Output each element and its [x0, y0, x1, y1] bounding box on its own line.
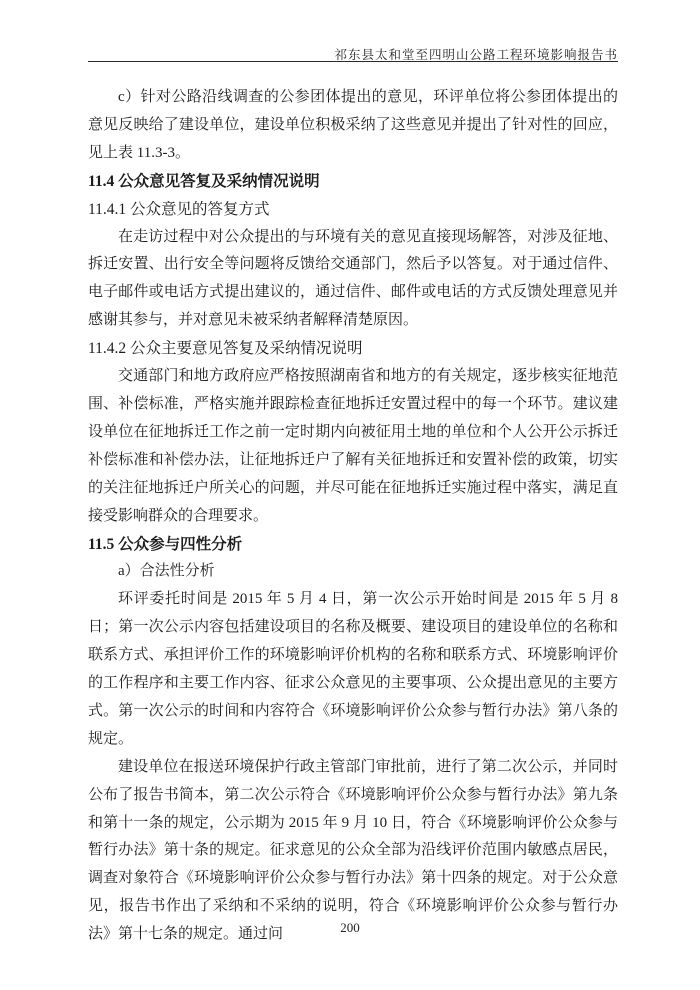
paragraph-c-item: c）针对公路沿线调查的公参团体提出的意见，环评单位将公参团体提出的意见反映给了建设单位，建设单位积极采纳了这些意见并提出了针对性的回应，见上表 11.3-3。	[88, 89, 618, 161]
header-rule	[88, 61, 618, 62]
page-footer	[0, 920, 700, 936]
section-heading-11-4-1: 11.4.1 公众意见的答复方式	[88, 200, 270, 218]
paragraph-adoption-description: 交通部门和地方政府应严格按照湖南省和地方的有关规定，逐步核实征地范围、补偿标准，严格实施并跟踪检查征地拆迁安置过程中的每一个环节。建议建设单位在征地拆迁工作之前一定时期内向被征用土地的单位和个人公开公示拆迁补偿标准和补偿办法，让征地拆迁户了解有关征地拆迁和安置补偿的政策，切实的关注征地拆迁户所关心的问题，并尽可能在征地拆迁实施过程中落实，满足直接受影响群众的合理要求。	[88, 368, 618, 524]
page-body	[88, 84, 618, 949]
subitem-a-legality-heading: a）合法性分析	[118, 563, 215, 580]
page-number: 200	[340, 920, 360, 935]
section-heading-11-4: 11.4 公众意见答复及采纳情况说明	[88, 172, 320, 190]
paragraph-reply-method: 在走访过程中对公众提出的与环境有关的意见直接现场解答，对涉及征地、拆迁安置、出行安全等问题将反馈给交通部门，然后予以答复。对于通过信件、电子邮件或电话方式提出建议的，通过信件、邮件或电话的方式反馈处理意见并感谢其参与，并对意见未被采纳者解释清楚原因。	[88, 228, 618, 329]
paragraph-legality-analysis-1: 环评委托时间是 2015 年 5 月 4 日，第一次公示开始时间是 2015 年 5 月 8 日；第一次公示内容包括建设项目的名称及概要、建设项目的建设单位的名称和联系方式、承担评价工作的环境影响评价机构的名称和联系方式、环境影响评价的工作程序和主要工作内容、征求公众意见的主要事项、公众提出意见的主要方式。第一次公示的时间和内容符合《环境影响评价公众参与暂行办法》第八条的规定。	[88, 591, 618, 747]
paragraph-legality-analysis-2: 建设单位在报送环境保护行政主管部门审批前，进行了第二次公示，并同时公布了报告书简本，第二次公示符合《环境影响评价公众参与暂行办法》第九条和第十一条的规定，公示期为 2015 年 9 月 10 日，符合《环境影响评价公众参与暂行办法》第十条的规定。征求意见的公众全部为沿线评价范围内敏感点居民，调查对象符合《环境影响评价公众参与暂行办法》第十四条的规定。对于公众意见，报告书作出了采纳和不采纳的说明，符合《环境影响评价公众参与暂行办法》第十七条的规定。通过问	[88, 758, 618, 943]
section-heading-11-5: 11.5 公众参与四性分析	[88, 535, 243, 553]
section-heading-11-4-2: 11.4.2 公众主要意见答复及采纳情况说明	[88, 340, 363, 358]
running-header-title: 祁东县太和堂至四明山公路工程环境影响报告书	[334, 48, 618, 62]
